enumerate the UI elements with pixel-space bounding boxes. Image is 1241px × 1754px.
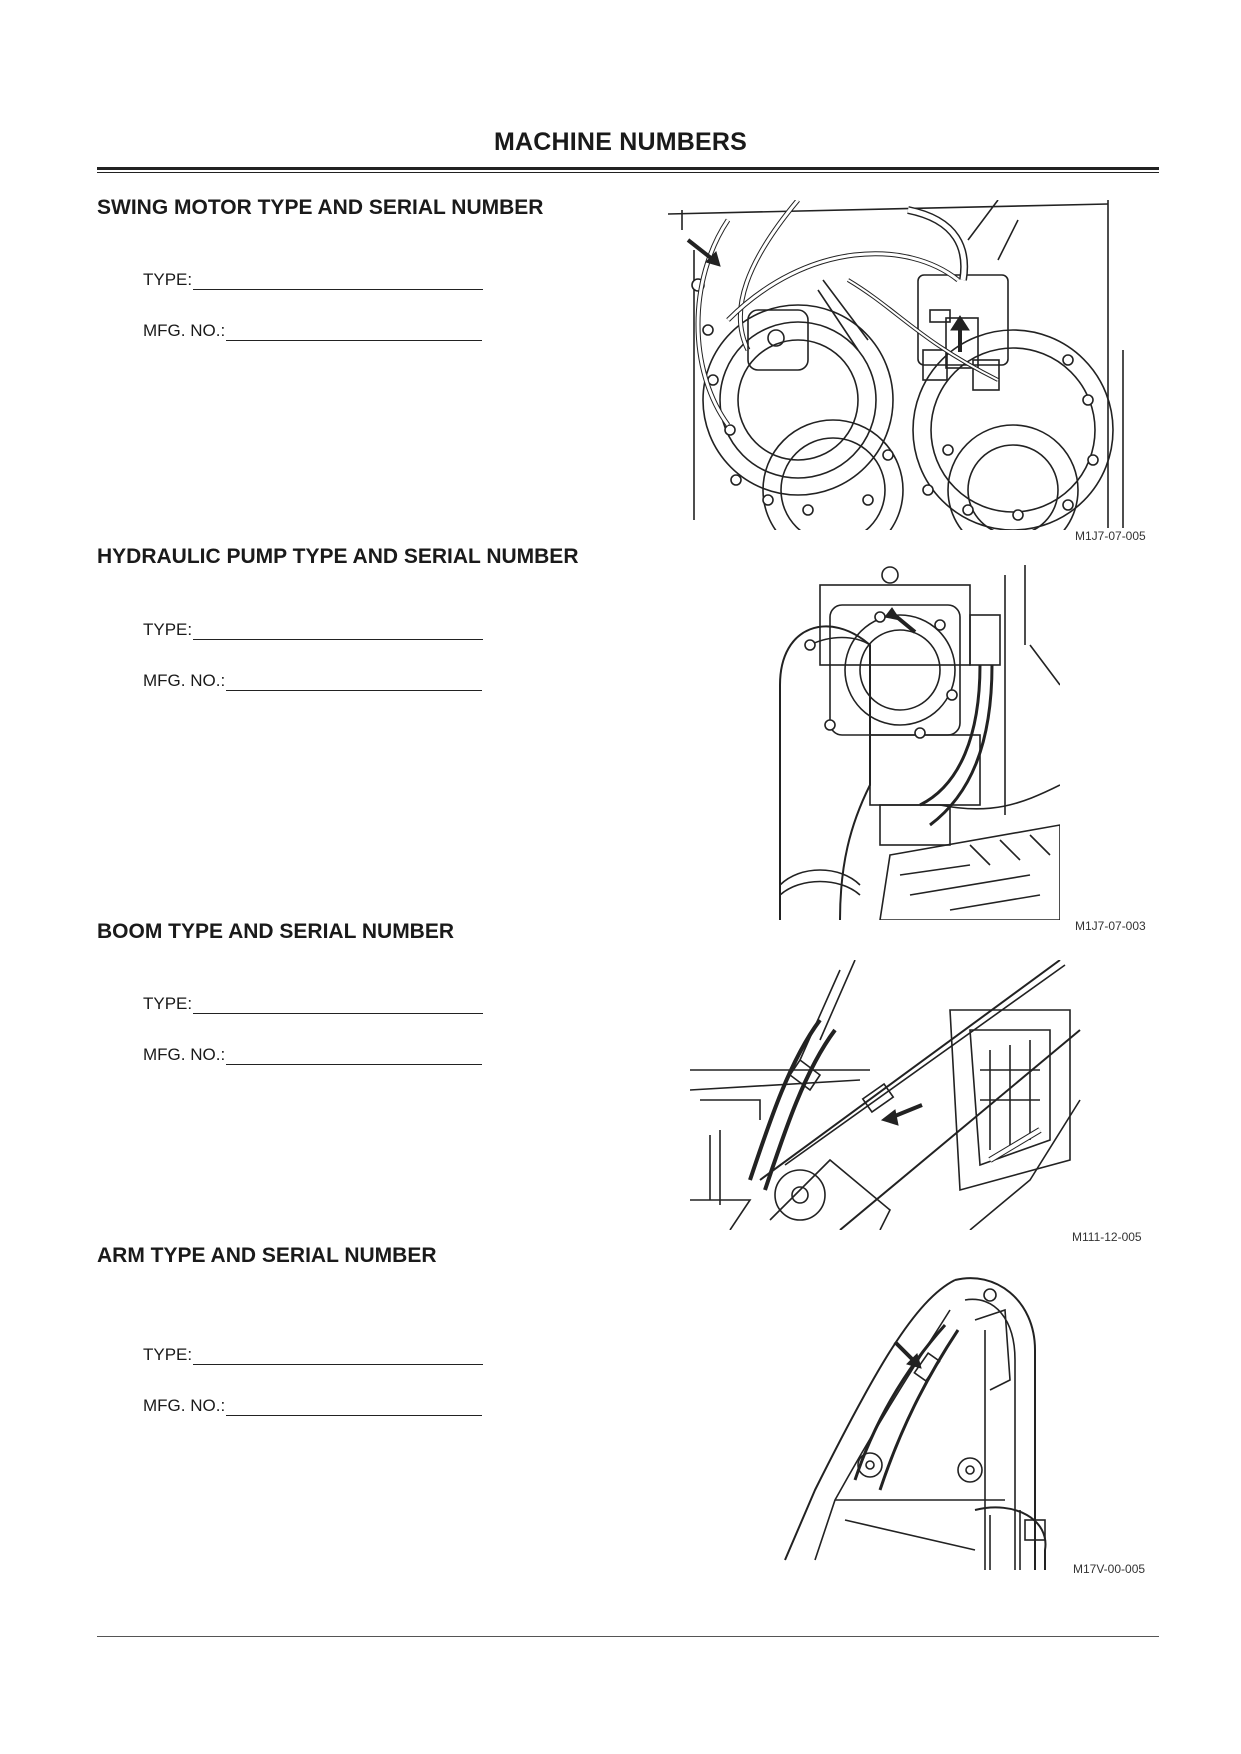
type-label: TYPE: [143,1345,193,1364]
type-blank[interactable] [193,997,483,1014]
mfg-no-label: MFG. NO.: [143,1045,226,1064]
section-heading: SWING MOTOR TYPE AND SERIAL NUMBER [97,196,544,219]
figure-code: M17V-00-005 [1073,1562,1146,1576]
hydraulic-pump-illustration [770,565,1060,920]
type-label: TYPE: [143,270,193,289]
title-rule-thin [97,172,1159,173]
type-field[interactable] [143,270,483,290]
arm-illustration [775,1270,1075,1570]
mfg-no-label: MFG. NO.: [143,671,226,690]
mfg-no-label: MFG. NO.: [143,1396,226,1415]
mfg-no-field[interactable] [143,671,482,691]
mfg-no-blank[interactable] [226,674,482,691]
mfg-no-field[interactable] [143,1045,482,1065]
mfg-no-blank[interactable] [226,324,482,341]
type-label: TYPE: [143,994,193,1013]
footer-rule [97,1636,1159,1637]
type-blank[interactable] [193,623,483,640]
mfg-no-blank[interactable] [226,1399,482,1416]
mfg-no-label: MFG. NO.: [143,321,226,340]
section-heading: HYDRAULIC PUMP TYPE AND SERIAL NUMBER [97,545,579,568]
title-rule [97,167,1159,170]
type-field[interactable] [143,620,483,640]
figure-code: M1J7-07-003 [1075,919,1146,933]
type-blank[interactable] [193,273,483,290]
mfg-no-field[interactable] [143,321,482,341]
type-field[interactable] [143,1345,483,1365]
section-heading: ARM TYPE AND SERIAL NUMBER [97,1244,437,1267]
type-blank[interactable] [193,1348,483,1365]
boom-illustration [690,960,1090,1230]
figure-code: M111-12-005 [1072,1230,1142,1244]
swing-motor-illustration [668,200,1128,530]
figure-code: M1J7-07-005 [1075,529,1146,543]
type-label: TYPE: [143,620,193,639]
page-title: MACHINE NUMBERS [494,128,747,156]
type-field[interactable] [143,994,483,1014]
mfg-no-blank[interactable] [226,1048,482,1065]
mfg-no-field[interactable] [143,1396,482,1416]
section-heading: BOOM TYPE AND SERIAL NUMBER [97,920,455,943]
